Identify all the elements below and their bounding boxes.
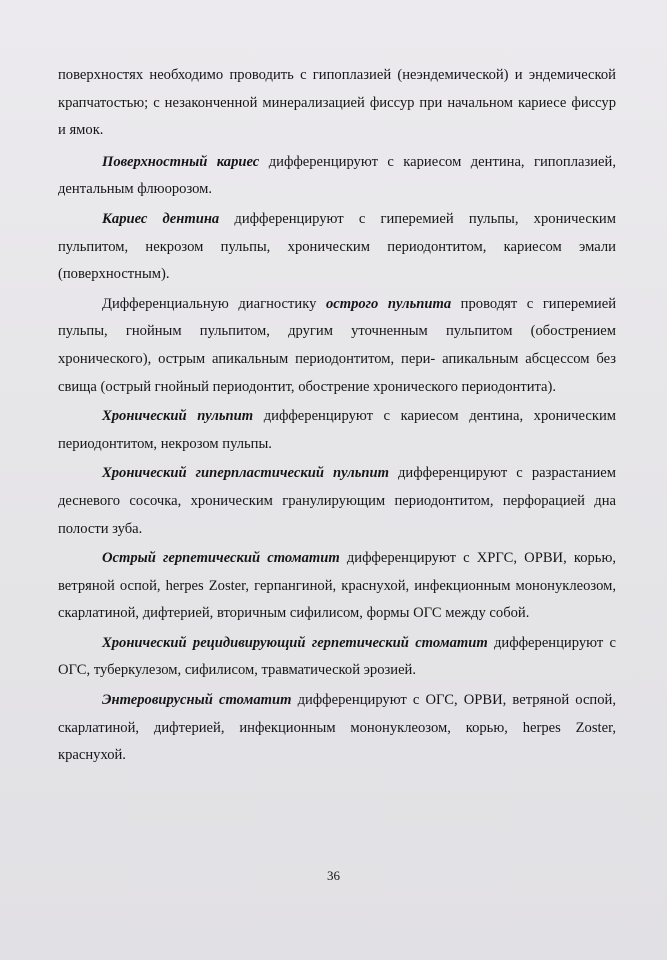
paragraph-6-text: дифференцируют с разрастанием десневого сосочка, хроническим гранулирующим периодонтитом, перфорацией дна полости зуба. [58,465,616,537]
term-acute-herpetic-stomatitis: Острый герпетический стоматит [102,550,340,567]
body-text [58,62,616,770]
term-hyperplastic-pulpitis: Хронический гиперпластический пульпит [102,465,389,482]
paragraph-5 [58,403,616,458]
paragraph-6 [58,460,616,543]
paragraph-4 [58,291,616,401]
paragraph-5-text: дифференцируют с кариесом дентина, хроническим периодонтитом, некрозом пульпы. [58,408,616,452]
paragraph-4-lead: Дифференциальную диагностику [102,295,326,312]
term-recurrent-herpetic-stomatitis: Хронический рецидивирующий герпетический стоматит [102,634,488,651]
paragraph-4-text: проводят с гиперемией пульпы, гнойным пульпитом, другим уточненным пульпитом (обострением хронического), острым апикальным периодонтитом, пери- апикальным абсцессом без свища (острый гнойный периодонтит, обострение хронического периодонтита). [58,295,617,395]
paragraph-3-text: дифференцируют с гиперемией пульпы, хроническим пульпитом, некрозом пульпы, хроническим периодонтитом, кариесом эмали (поверхностным). [58,210,616,283]
paragraph-7 [58,545,616,628]
term-dentin-caries: Кариес дентина [102,210,220,227]
paragraph-8-text: дифференцируют с ОГС, туберкулезом, сифилисом, травматической эрозией. [58,634,616,679]
term-superficial-caries: Поверхностный кариес [102,153,260,170]
page-number: 36 [327,868,340,883]
paragraph-7-text: дифференцируют с ХРГС, ОРВИ, корью, ветряной оспой, herpes Zoster, герпангиной, краснухой, инфекционным мононуклеозом, скарлатиной, дифтерией, вторичным сифилисом, формы ОГС между собой. [58,550,617,622]
paragraph-9-text: дифференцируют с ОГС, ОРВИ, ветряной оспой, скарлатиной, дифтерией, инфекционным мононуклеозом, корью, herpes Zoster, краснухой. [58,692,616,764]
paragraph-1: поверхностях необходимо проводить с гипоплазией (неэндемической) и эндемической крапчатостью; с незаконченной минерализацией фиссур при начальном кариесе фиссур и ямок. [58,67,616,139]
paragraph-8 [58,630,616,685]
paragraph-9 [58,687,616,770]
term-acute-pulpitis: острого пульпита [325,295,452,312]
term-enteroviral-stomatitis: Энтеровирусный стоматит [102,692,292,709]
paragraph-3 [58,206,616,289]
paragraph-2 [58,149,616,204]
paragraph-2-text: дифференцируют с кариесом дентина, гипоплазией, дентальным флюорозом. [58,153,616,198]
term-chronic-pulpitis: Хронический пульпит [102,408,254,425]
